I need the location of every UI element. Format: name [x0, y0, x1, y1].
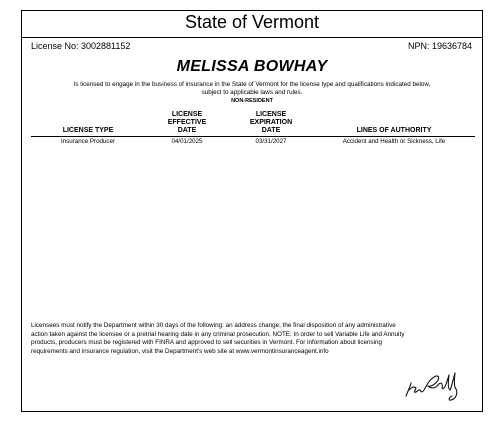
- table-header-row: [31, 111, 475, 137]
- notice-line-4: requirements and insurance regulation, visit the Department's web site at www.vermontinsuranceagent.info: [31, 347, 329, 355]
- npn-number: NPN: 19636784: [407, 41, 472, 51]
- cell-effective-date: 04/01/2025: [171, 138, 203, 145]
- notice-text: [31, 322, 474, 356]
- header-expiration-line-3: DATE: [261, 127, 281, 134]
- cell-lines-of-authority: Accident and Health or Sickness, Life: [342, 138, 446, 145]
- license-description: [36, 81, 468, 97]
- description-line-1: Is licensed to engage in the business of insurance in the State of Vermont for the license type and qualifications indicated below,: [73, 81, 431, 88]
- license-number: License No: 3002881152: [31, 41, 131, 51]
- signature-image: [404, 369, 460, 403]
- description-line-2: subject to applicable laws and rules.: [201, 89, 303, 96]
- header-effective-date: [145, 111, 229, 137]
- notice-line-1: Licensees must notify the Department within 30 days of the following: an address change; the final disposition of any administrative: [31, 322, 396, 329]
- header-effective-line-1: LICENSE: [171, 111, 203, 118]
- table-row: [31, 137, 475, 146]
- header-lines-of-authority: [313, 111, 475, 137]
- header-license-type-label: LICENSE TYPE: [62, 127, 114, 134]
- title-divider: [22, 37, 482, 38]
- header-license-type: [31, 111, 145, 137]
- header-expiration-line-1: LICENSE: [255, 111, 287, 118]
- cell-expiration-date: 03/31/2027: [255, 138, 287, 145]
- cell-license-type: Insurance Producer: [61, 138, 115, 145]
- residency-status: NON-RESIDENT: [231, 98, 273, 104]
- header-effective-line-3: DATE: [177, 127, 197, 134]
- header-authority-label: LINES OF AUTHORITY: [356, 127, 432, 134]
- licensee-name: MELISSA BOWHAY: [176, 58, 328, 75]
- license-table: [31, 111, 475, 145]
- header-expiration-line-2: EXPIRATION: [249, 119, 293, 126]
- header-expiration-date: [229, 111, 313, 137]
- notice-line-2: action taken against the licensee or a pretrial hearing date in any criminal prosecution. NOTE: In order to sell Variable Life and Annuity: [31, 330, 405, 338]
- notice-line-3: products, producers must be registered with FINRA and approved to sell securities in Vermont. For information about licensing: [31, 339, 383, 347]
- header-effective-line-2: EFFECTIVE: [167, 119, 207, 126]
- state-title: State of Vermont: [184, 12, 320, 32]
- license-certificate: [21, 10, 483, 412]
